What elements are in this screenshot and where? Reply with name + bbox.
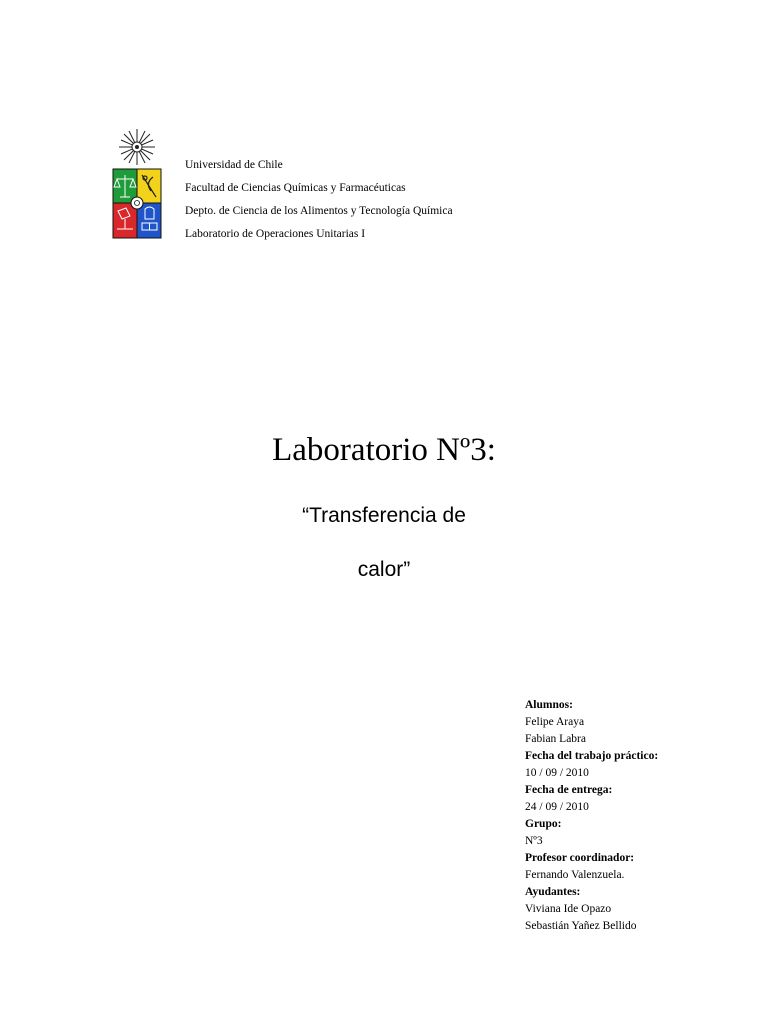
document-subtitle-line-2: calor”	[357, 558, 411, 581]
practical-date-label: Fecha del trabajo práctico:	[525, 750, 659, 762]
document-subtitle-line-1: “Transferencia de	[302, 504, 466, 527]
delivery-date-value: 24 / 09 / 2010	[525, 801, 589, 813]
institution-header	[185, 154, 453, 246]
coordinator-label: Profesor coordinador:	[525, 852, 635, 864]
assistant-name: Sebastián Yañez Bellido	[525, 920, 637, 932]
laboratory-name: Laboratorio de Operaciones Unitarias I	[185, 228, 366, 240]
student-name: Felipe Araya	[525, 716, 585, 728]
details-block	[525, 697, 658, 935]
students-label: Alumnos:	[525, 699, 573, 711]
faculty-name: Facultad de Ciencias Químicas y Farmacéuticas	[185, 182, 406, 194]
student-name: Fabian Labra	[525, 733, 586, 745]
assistants-label: Ayudantes:	[525, 886, 581, 898]
department-name: Depto. de Ciencia de los Alimentos y Tecnología Química	[185, 205, 453, 217]
university-crest-icon	[107, 127, 167, 243]
group-label: Grupo:	[525, 818, 562, 830]
practical-date-value: 10 / 09 / 2010	[525, 767, 589, 779]
assistant-name: Viviana Ide Opazo	[525, 903, 612, 915]
group-value: Nº3	[525, 835, 543, 847]
coordinator-name: Fernando Valenzuela.	[525, 869, 625, 881]
document-title: Laboratorio Nº3:	[272, 432, 496, 468]
delivery-date-label: Fecha de entrega:	[525, 784, 613, 796]
university-name: Universidad de Chile	[185, 159, 283, 171]
